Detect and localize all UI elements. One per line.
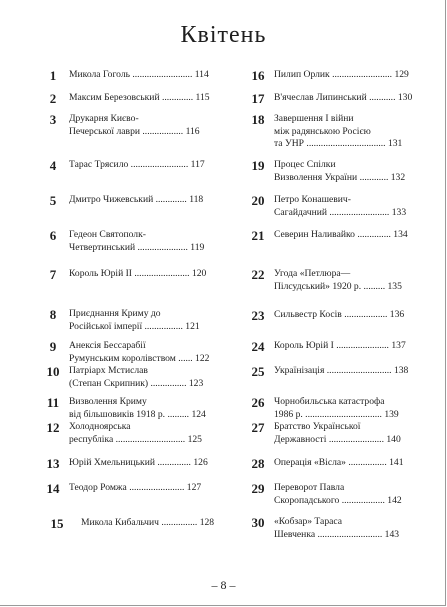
entry-number: 13 xyxy=(46,456,60,471)
entry-text: Король Юрій ІІ ....................... 120 xyxy=(69,268,207,279)
entry-number: 27 xyxy=(251,420,265,435)
entry-text: Переворот Павла xyxy=(274,482,345,493)
entry-text: Холодноярська xyxy=(69,421,131,432)
entry-number: 2 xyxy=(49,91,57,106)
entry-number: 30 xyxy=(251,515,265,530)
entry-text: Петро Конашевич- xyxy=(274,194,351,205)
entry-text: Микола Гоголь ......................... 114 xyxy=(69,69,209,80)
page-title: Квітень xyxy=(180,22,267,48)
entry-text: Українізація ........................... 138 xyxy=(274,365,409,376)
entry-text: 1986 р. ................................ 139 xyxy=(274,408,399,420)
entry-number: 23 xyxy=(251,308,265,323)
entry-number: 7 xyxy=(49,267,57,282)
entry-text: Юрій Хмельницький .............. 126 xyxy=(69,457,208,468)
entry-text: Румунським королівством ...... 122 xyxy=(69,352,210,364)
entry-number: 26 xyxy=(251,395,265,410)
entry-number: 16 xyxy=(251,68,265,83)
entry-text: Четвертинський ..................... 119 xyxy=(69,241,205,253)
entry-text: Гедеон Святополк- xyxy=(69,229,146,240)
entry-text: Державності ....................... 140 xyxy=(274,433,401,445)
entry-text: Операція «Вісла» ................ 141 xyxy=(274,457,404,468)
entry-text: Сагайдачний ......................... 133 xyxy=(274,206,407,218)
entry-text: Северин Наливайко .............. 134 xyxy=(274,229,408,240)
entry-text: Друкарня Києво- xyxy=(69,113,139,124)
entry-number: 8 xyxy=(49,307,57,322)
entry-number: 5 xyxy=(49,193,57,208)
entry-text: Російської імперії ................ 121 xyxy=(69,320,200,332)
entry-number: 9 xyxy=(49,339,57,354)
entry-number: 6 xyxy=(49,228,57,243)
entry-number: 25 xyxy=(251,364,265,379)
entry-text: Патріарх Мстислав xyxy=(69,365,148,376)
entry-number: 1 xyxy=(49,68,57,83)
entry-text: Печерської лаври ................. 116 xyxy=(69,125,200,137)
entry-number: 4 xyxy=(49,158,57,173)
entry-text: Дмитро Чижевський ............. 118 xyxy=(69,194,204,205)
entry-text: В'ячеслав Липинський ........... 130 xyxy=(274,92,413,103)
entry-text: Сильвестр Косів .................. 136 xyxy=(274,309,405,320)
entry-number: 11 xyxy=(46,395,60,410)
entry-number: 24 xyxy=(251,339,265,354)
entry-text: Тарас Трясило ........................ 117 xyxy=(69,159,205,170)
entry-number: 17 xyxy=(251,91,265,106)
entry-text: Анексія Бессарабії xyxy=(69,340,146,351)
entry-text: Король Юрій І ...................... 137 xyxy=(274,340,406,351)
entry-number: 20 xyxy=(251,193,265,208)
entry-text: Скоропадського .................. 142 xyxy=(274,494,402,506)
page-number: – 8 – xyxy=(211,578,236,592)
entry-text: Братство Української xyxy=(274,421,361,432)
entry-text: Пілсудський» 1920 р. ......... 135 xyxy=(274,280,402,292)
entry-text: Угода «Петлюра— xyxy=(274,268,351,279)
entry-text: Визволення України ............ 132 xyxy=(274,171,406,183)
entry-text: від більшовиків 1918 р. ......... 124 xyxy=(69,408,206,420)
entry-number: 18 xyxy=(251,112,265,127)
entry-text: (Степан Скрипник) ............... 123 xyxy=(69,377,204,389)
entry-number: 19 xyxy=(251,158,265,173)
entry-text: Микола Кибальчич ............... 128 xyxy=(81,517,215,528)
entry-number: 29 xyxy=(251,481,265,496)
entry-number: 22 xyxy=(251,267,265,282)
entry-text: республіка ............................. 125 xyxy=(69,433,202,445)
entry-text: Приєднання Криму до xyxy=(69,308,161,319)
entry-text: Максим Березовський ............. 115 xyxy=(69,92,210,103)
entry-number: 10 xyxy=(46,364,60,379)
entry-text: та УНР ................................. 131 xyxy=(274,138,403,149)
entry-number: 28 xyxy=(251,456,265,471)
entry-number: 15 xyxy=(50,516,64,531)
entry-text: Завершення І війни xyxy=(274,113,354,124)
entry-text: Процес Спілки xyxy=(274,159,336,170)
entry-number: 12 xyxy=(46,420,60,435)
entry-text: Теодор Ромжа ....................... 127 xyxy=(69,482,202,493)
entry-number: 3 xyxy=(49,112,57,127)
entry-text: Чорнобильська катастрофа xyxy=(274,396,385,407)
entry-text: між радянською Росією xyxy=(274,125,371,137)
entry-text: Шевченка ........................... 143 xyxy=(274,528,400,540)
entry-text: «Кобзар» Тараса xyxy=(274,516,343,527)
entry-text: Визволення Криму xyxy=(69,396,147,407)
entry-text: Пилип Орлик ......................... 129 xyxy=(274,69,409,80)
entry-number: 21 xyxy=(251,228,265,243)
entry-number: 14 xyxy=(46,481,60,496)
